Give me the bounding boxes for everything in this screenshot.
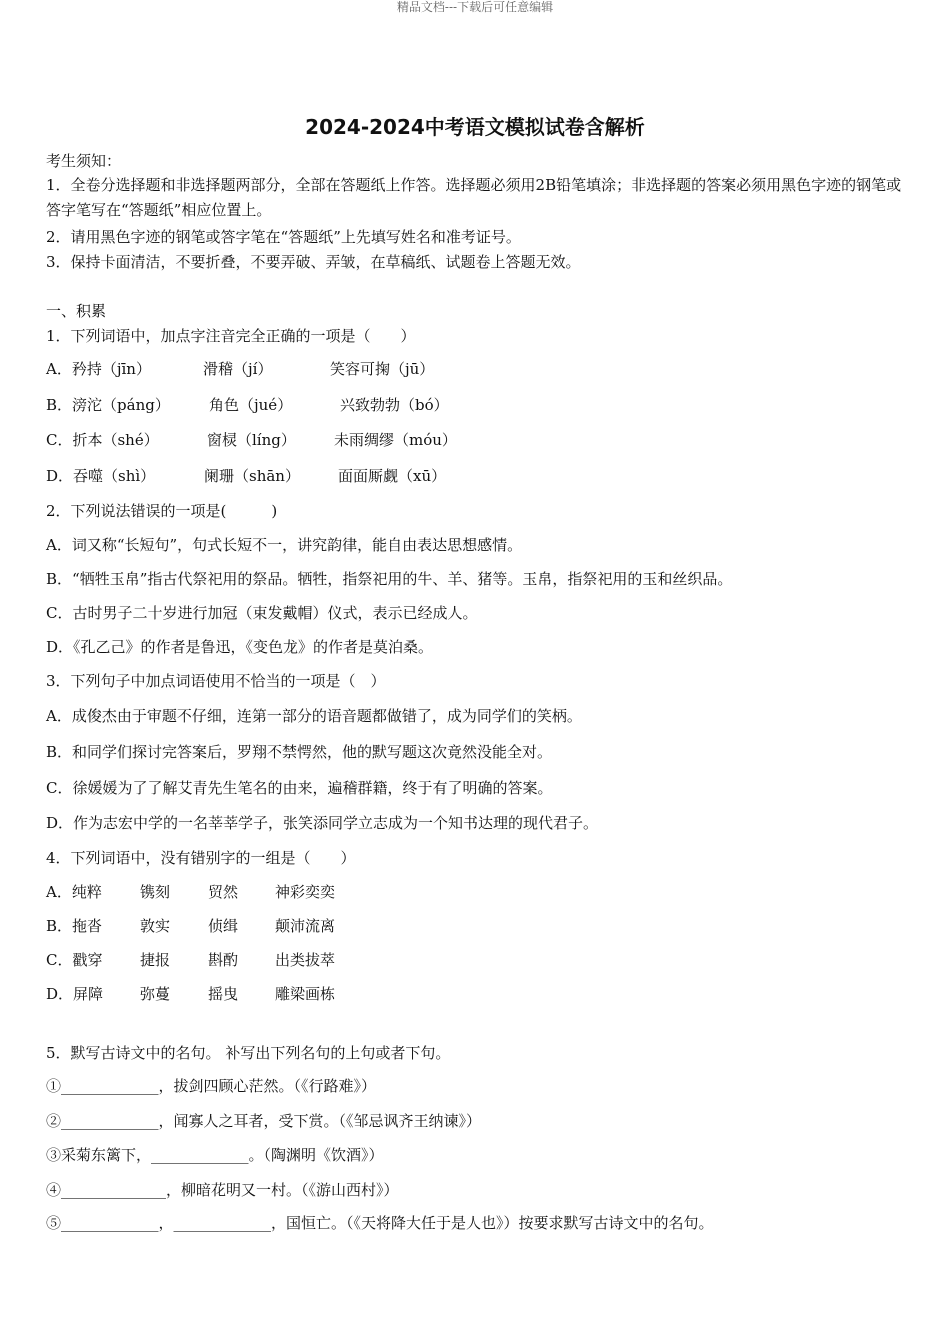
q2-option-d: D．《孔乙己》的作者是鲁迅，《变色龙》的作者是莫泊桑。 [46, 638, 434, 656]
q1-a-term-3: 笑容可掬（jū） [330, 360, 435, 378]
q5-item-3: ③采菊东篱下，_____________。（陶渊明《饮酒》） [46, 1146, 384, 1164]
q4-c-word-4: 出类拔萃 [275, 951, 336, 969]
q4-c-word-2: 捷报 [140, 951, 171, 969]
q5-item-5: ⑤_____________，_____________，国恒亡。（《天将降大任于是人也》）按要求默写古诗文中的名句。 [46, 1214, 714, 1232]
q4-a-word-3: 贸然 [208, 883, 239, 901]
q3-option-b: B．和同学们探讨完答案后，罗翔不禁愕然，他的默写题这次竟然没能全对。 [46, 743, 553, 761]
q2-option-c: C．古时男子二十岁进行加冠（束发戴帽）仪式，表示已经成人。 [46, 604, 478, 622]
q4-a-word-1: A．纯粹 [46, 883, 102, 901]
q1-c-term-1: C．折本（shé） [46, 431, 159, 449]
notice-item-1: 1．全卷分选择题和非选择题两部分，全部在答题纸上作答。选择题必须用2B铅笔填涂；非选择题的答案必须用黑色字迹的钢笔或答字笔写在“答题纸”相应位置上。 [46, 176, 902, 219]
q4-b-word-4: 颠沛流离 [275, 917, 336, 935]
q4-d-word-3: 摇曳 [208, 985, 239, 1003]
q1-a-term-2: 滑稽（jí） [203, 360, 273, 378]
notice-item-3: 3．保持卡面清洁，不要折叠，不要弄破、弄皱，在草稿纸、试题卷上答题无效。 [46, 253, 581, 271]
q4-b-word-1: B．拖沓 [46, 917, 103, 935]
q2-stem: 2．下列说法错误的一项是( ) [46, 502, 278, 520]
q4-stem: 4．下列词语中，没有错别字的一组是（ ） [46, 849, 356, 867]
q4-a-word-2: 镌刻 [140, 883, 171, 901]
q5-item-1: ①_____________，拔剑四顾心茫然。（《行路难》） [46, 1077, 377, 1095]
q1-d-term-3: 面面厮觑（xū） [338, 467, 447, 485]
page-title: 2024-2024中考语文模拟试卷含解析 [305, 115, 645, 139]
q1-stem: 1．下列词语中，加点字注音完全正确的一项是（ ） [46, 327, 416, 345]
q1-c-term-2: 窗棂（líng） [207, 431, 296, 449]
q5-stem: 5．默写古诗文中的名句。 补写出下列名句的上句或者下句。 [46, 1044, 451, 1062]
notice-item-2: 2．请用黑色字迹的钢笔或答字笔在“答题纸”上先填写姓名和准考证号。 [46, 228, 521, 246]
section-heading: 一、积累 [46, 302, 107, 320]
q3-option-a: A．成俊杰由于审题不仔细，连第一部分的语音题都做错了，成为同学们的笑柄。 [46, 707, 582, 725]
q5-item-2: ②_____________，闻寡人之耳者，受下赏。（《邹忌讽齐王纳谏》） [46, 1112, 482, 1130]
q2-option-a: A．词又称“长短句”，句式长短不一，讲究韵律，能自由表达思想感情。 [46, 536, 523, 554]
q4-b-word-3: 侦缉 [208, 917, 239, 935]
page-header: 精品文档---下载后可任意编辑 [396, 0, 554, 14]
q1-b-term-2: 角色（jué） [209, 396, 293, 414]
q1-a-term-1: A．矜持（jīn） [46, 360, 151, 378]
q3-option-c: C．徐媛媛为了了解艾青先生笔名的由来，遍稽群籍，终于有了明确的答案。 [46, 779, 553, 797]
q1-b-term-3: 兴致勃勃（bó） [340, 396, 449, 414]
q4-c-word-3: 斟酌 [208, 951, 239, 969]
q3-option-d: D．作为志宏中学的一名莘莘学子，张笑添同学立志成为一个知书达理的现代君子。 [46, 814, 599, 832]
q4-a-word-4: 神彩奕奕 [275, 883, 336, 901]
q1-d-term-2: 阑珊（shān） [204, 467, 300, 485]
q4-d-word-1: D．屏障 [46, 985, 104, 1003]
q2-option-b: B．“牺牲玉帛”指古代祭祀用的祭品。牺牲，指祭祀用的牛、羊、猪等。玉帛，指祭祀用的玉和丝织品。 [46, 570, 733, 588]
q1-d-term-1: D．吞噬（shì） [46, 467, 156, 485]
q4-c-word-1: C．戳穿 [46, 951, 103, 969]
q5-item-4: ④______________，柳暗花明又一村。（《游山西村》） [46, 1181, 399, 1199]
q1-c-term-3: 未雨绸缪（móu） [334, 431, 457, 449]
q1-b-term-1: B．滂沱（páng） [46, 396, 170, 414]
q3-stem: 3．下列句子中加点词语使用不恰当的一项是（ ） [46, 672, 386, 690]
q4-d-word-2: 弥蔓 [140, 985, 171, 1003]
q4-b-word-2: 敦实 [140, 917, 171, 935]
notice-heading: 考生须知： [46, 152, 122, 170]
q4-d-word-4: 雕梁画栋 [275, 985, 336, 1003]
